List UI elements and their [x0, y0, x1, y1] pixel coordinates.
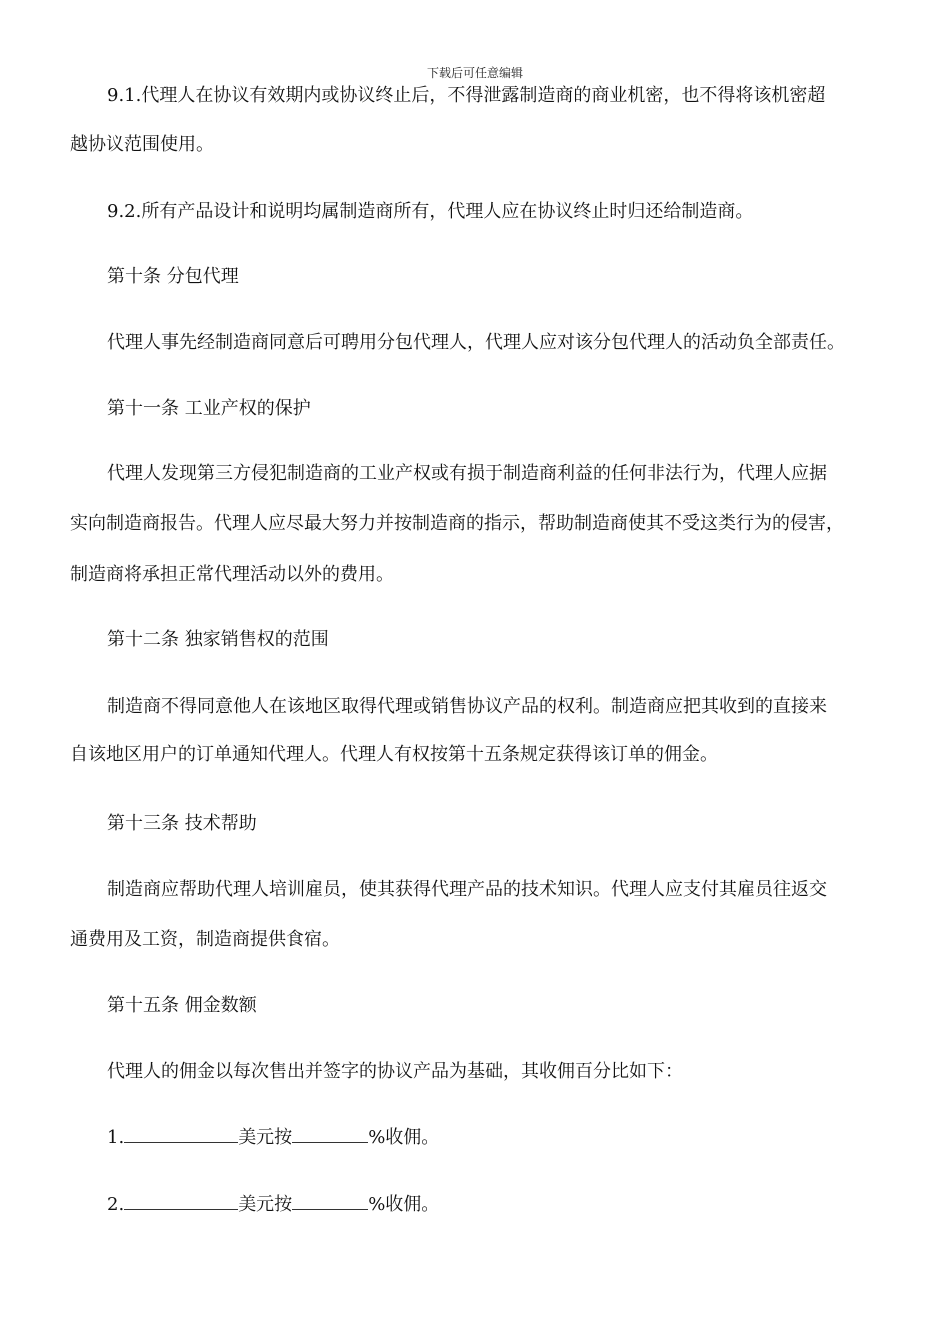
article-12-title: 第十二条 独家销售权的范围 [107, 629, 329, 650]
item-mid-text: 美元按 [238, 1194, 293, 1215]
item-number: 1. [107, 1127, 125, 1148]
percent-blank[interactable] [292, 1193, 368, 1210]
article-15-title: 第十五条 佣金数额 [107, 995, 257, 1016]
amount-blank[interactable] [124, 1126, 238, 1143]
commission-item-2 [107, 1193, 927, 1217]
article-10-body: 代理人事先经制造商同意后可聘用分包代理人，代理人应对该分包代理人的活动负全部责任。 [107, 332, 845, 353]
article-11-line-2: 实向制造商报告。代理人应尽最大努力并按制造商的指示，帮助制造商使其不受这类行为的侵害， [70, 513, 844, 534]
article-11-title: 第十一条 工业产权的保护 [107, 398, 311, 419]
item-number: 2. [107, 1194, 125, 1215]
article-12-line-2: 自该地区用户的订单通知代理人。代理人有权按第十五条规定获得该订单的佣金。 [70, 744, 718, 765]
percent-blank[interactable] [292, 1126, 368, 1143]
clause-9-2: 9.2.所有产品设计和说明均属制造商所有，代理人应在协议终止时归还给制造商。 [107, 201, 754, 222]
header-note: 下载后可任意编辑 [426, 66, 523, 80]
article-15-body: 代理人的佣金以每次售出并签字的协议产品为基础，其收佣百分比如下： [107, 1061, 683, 1082]
article-13-line-1: 制造商应帮助代理人培训雇员，使其获得代理产品的技术知识。代理人应支付其雇员往返交 [107, 879, 827, 900]
clause-9-1-line-1: 9.1.代理人在协议有效期内或协议终止后，不得泄露制造商的商业机密，也不得将该机密超 [107, 85, 826, 106]
article-13-title: 第十三条 技术帮助 [107, 813, 257, 834]
item-mid-text: 美元按 [238, 1127, 293, 1148]
article-11-line-1: 代理人发现第三方侵犯制造商的工业产权或有损于制造商利益的任何非法行为，代理人应据 [107, 463, 827, 484]
article-11-line-3: 制造商将承担正常代理活动以外的费用。 [70, 564, 394, 585]
commission-item-1 [107, 1126, 927, 1150]
article-13-line-2: 通费用及工资，制造商提供食宿。 [70, 929, 340, 950]
article-10-title: 第十条 分包代理 [107, 266, 239, 287]
amount-blank[interactable] [124, 1193, 238, 1210]
article-12-line-1: 制造商不得同意他人在该地区取得代理或销售协议产品的权利。制造商应把其收到的直接来 [107, 696, 827, 717]
item-end-text: %收佣。 [368, 1127, 440, 1148]
clause-9-1-line-2: 越协议范围使用。 [70, 134, 214, 155]
item-end-text: %收佣。 [368, 1194, 440, 1215]
